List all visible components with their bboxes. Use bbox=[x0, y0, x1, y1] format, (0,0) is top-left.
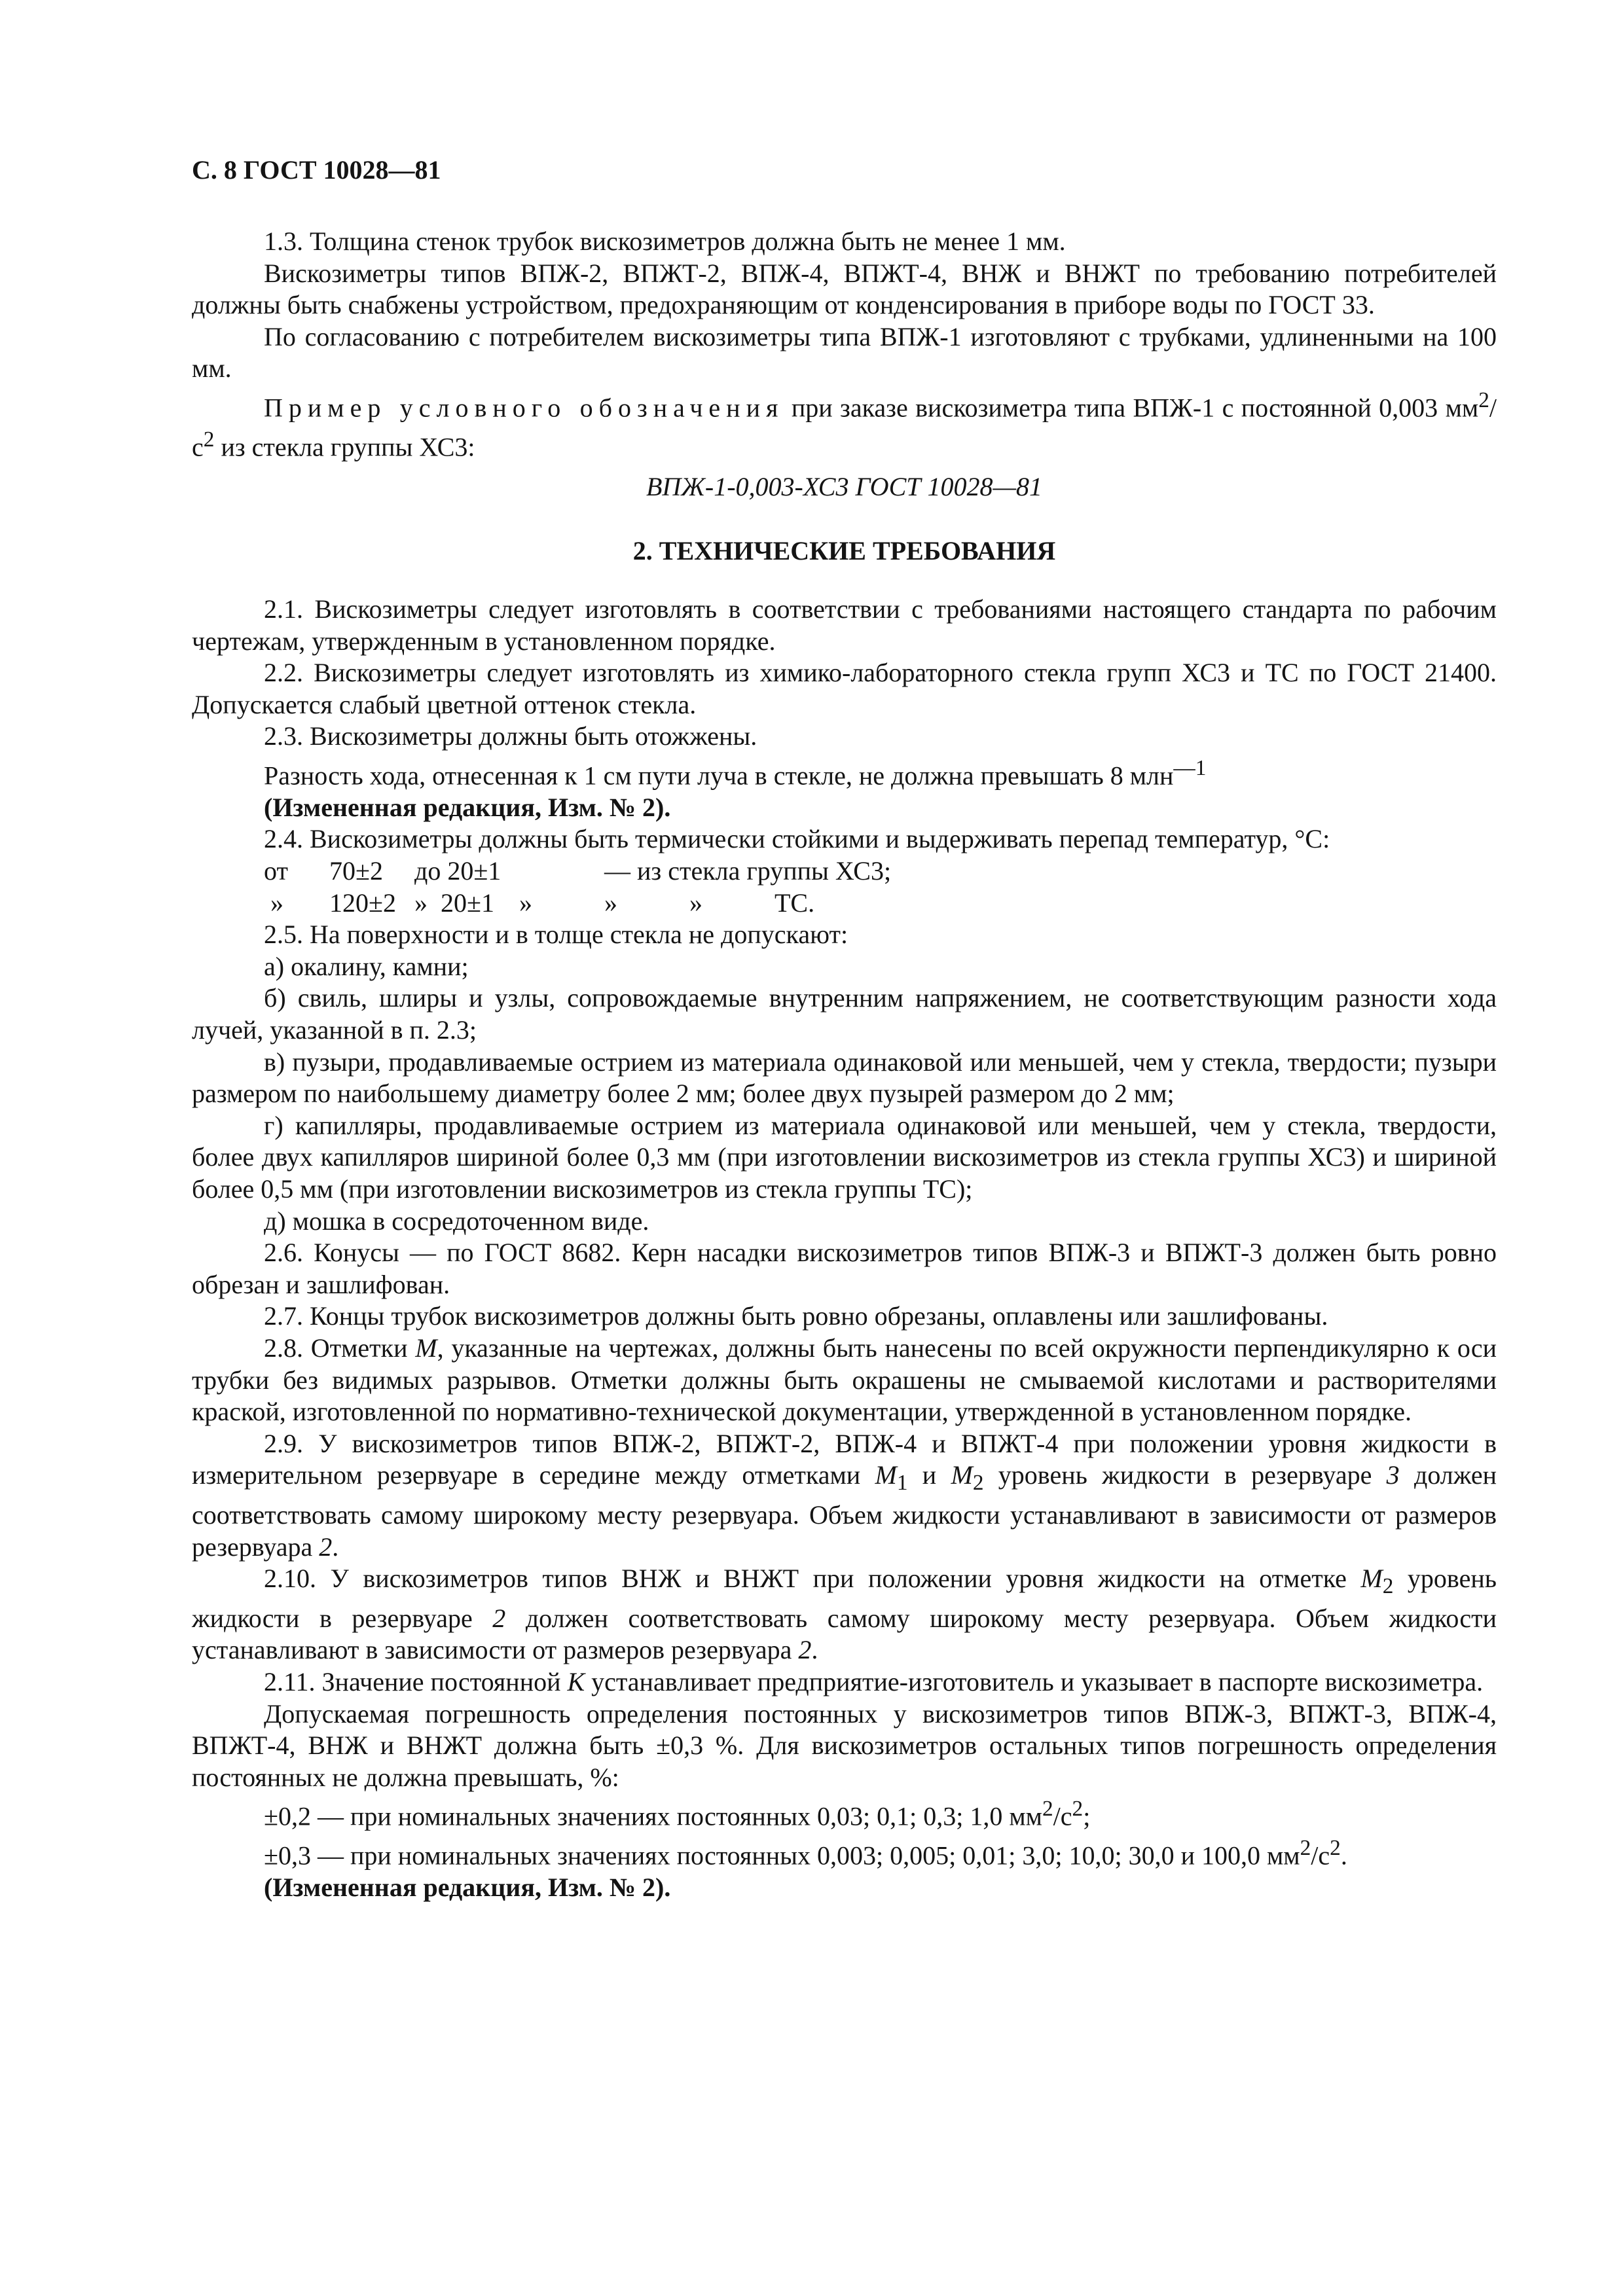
section-2-title: 2. ТЕХНИЧЕСКИЕ ТРЕБОВАНИЯ bbox=[632, 536, 1056, 566]
list-item-d: д) мошка в сосредоточенном виде. bbox=[264, 1206, 649, 1236]
designation-example: ВПЖ-1-0,003-ХС3 ГОСТ 10028—81 bbox=[646, 471, 1043, 501]
amendment-note: (Измененная редакция, Изм. № 2). bbox=[264, 792, 671, 822]
page-header: С. 8 ГОСТ 10028—81 bbox=[192, 155, 441, 185]
amendment-note-2: (Измененная редакция, Изм. № 2). bbox=[264, 1873, 671, 1903]
paragraph-2-6: 2.6. Конусы — по ГОСТ 8682. Керн насадки вискозиметров типов ВПЖ-3 и ВПЖТ-3 должен быть ровно обрезан и зашлифован. bbox=[192, 1238, 1497, 1299]
list-item-a: а) окалину, камни; bbox=[264, 951, 469, 981]
list-item-b: б) свиль, шлиры и узлы, сопровождаемые внутренним напряжением, не соответствующим разности хода лучей, указанной в п. 2.3; bbox=[192, 983, 1497, 1045]
tolerance-1: ±0,2 — при номинальных значениях постоянных 0,03; 0,1; 0,3; 1,0 $мм^2/с^2$; bbox=[264, 1797, 1091, 1831]
paragraph-2-5: 2.5. На поверхности и в толще стекла не допускают: bbox=[264, 920, 848, 950]
temperature-row-1: от 70±2 до 20±1 — из стекла группы ХС3; bbox=[264, 856, 892, 886]
tolerance-2: ±0,3 — при номинальных значениях постоянных 0,003; 0,005; 0,01; 3,0; 10,0; 30,0 и 100,0 $мм^2/с^2$. bbox=[264, 1836, 1347, 1871]
paragraph-2-9: 2.9. У вискозиметров типов ВПЖ-2, ВПЖТ-2, ВПЖ-4 и ВПЖТ-4 при положении уровня жидкости в измерительном резервуаре в середине между отметками $М_1$ и $М_2$ уровень жидкости в резервуаре 3 должен соответствовать самому широкому месту резервуара. Объем жидкости устанавливают в зависимости от размеров резервуара 2. bbox=[192, 1428, 1497, 1562]
paragraph-2-2: 2.2. Вискозиметры следует изготовлять из химико-лабораторного стекла групп ХС3 и ТС по ГОСТ 21400. Допускается слабый цветной оттенок стекла. bbox=[192, 658, 1497, 719]
list-item-g: г) капилляры, продавливаемые острием из материала одинаковой или меньшей, чем у стекла, твердости, более двух капилляров шириной более 0,3 мм (при изготовлении вискозиметров из стекла группы ХС3) и шириной более 0,5 мм (при изготовлении вискозиметров из стекла группы ТС); bbox=[192, 1110, 1497, 1204]
paragraph-1-3: 1.3. Толщина стенок трубок вискозиметров должна быть не менее 1 мм. bbox=[264, 226, 1066, 256]
paragraph-2-3: 2.3. Вискозиметры должны быть отожжены. bbox=[264, 721, 757, 751]
paragraph-example-intro: Пример условного обозначения при заказе вискозиметра типа ВПЖ-1 с постоянной 0,003 $мм^2/с^2$ из стекла группы ХС3: bbox=[192, 387, 1497, 462]
paragraph-2-1: 2.1. Вискозиметры следует изготовлять в соответствии с требованиями настоящего стандарта по рабочим чертежам, утвержденным в установленном порядке. bbox=[192, 594, 1497, 656]
paragraph-2-10: 2.10. У вискозиметров типов ВНЖ и ВНЖТ при положении уровня жидкости на отметке $М_2$ уровень жидкости в резервуаре 2 должен соответствовать самому широкому месту резервуара. Объем жидкости устанавливают в зависимости от размеров резервуара 2. bbox=[192, 1564, 1497, 1665]
paragraph-2-11-b: Допускаемая погрешность определения постоянных у вискозиметров типов ВПЖ-3, ВПЖТ-3, ВПЖ-4, ВПЖТ-4, ВНЖ и ВНЖТ должна быть ±0,3 %. Для вискозиметров остальных типов погрешность определения постоянных не должна превышать, %: bbox=[192, 1698, 1497, 1792]
paragraph-2-3-b: Разность хода, отнесенная к 1 см пути луча в стекле, не должна превышать 8 млн$^{—1}$ bbox=[264, 755, 1207, 791]
paragraph-2-8: 2.8. Отметки М, указанные на чертежах, должны быть нанесены по всей окружности перпендикулярно к оси трубки без видимых разрывов. Отметки должны быть окрашены не смываемой кислотами и растворителями краской, изготовленной по нормативно-технической документации, утвержденной в установленном порядке. bbox=[192, 1333, 1497, 1427]
example-label: Пример условного обозначения bbox=[264, 393, 784, 423]
temperature-row-2: » 120±2 » 20±1 » » » ТС. bbox=[270, 888, 815, 918]
list-item-v: в) пузыри, продавливаемые острием из материала одинаковой или меньшей, чем у стекла, твердости; пузыри размером по наибольшему диаметру более 2 мм; более двух пузырей размером до 2 мм; bbox=[192, 1047, 1497, 1109]
page-content bbox=[192, 226, 1497, 1904]
paragraph-1-3-c: По согласованию с потребителем вискозиметры типа ВПЖ-1 изготовляют с трубками, удлиненными на 100 мм. bbox=[192, 321, 1497, 384]
paragraph-2-7: 2.7. Концы трубок вискозиметров должны быть ровно обрезаны, оплавлены или зашлифованы. bbox=[264, 1301, 1328, 1331]
paragraph-2-4: 2.4. Вискозиметры должны быть термически стойкими и выдерживать перепад температур, °С: bbox=[264, 824, 1330, 854]
paragraph-1-3-b: Вискозиметры типов ВПЖ-2, ВПЖТ-2, ВПЖ-4, ВПЖТ-4, ВНЖ и ВНЖТ по требованию потребителей должны быть снабжены устройством, предохраняющим от конденсирования в приборе воды по ГОСТ 33. bbox=[192, 258, 1497, 320]
paragraph-2-11: 2.11. Значение постоянной К устанавливает предприятие-изготовитель и указывает в паспорте вискозиметра. bbox=[264, 1666, 1484, 1696]
